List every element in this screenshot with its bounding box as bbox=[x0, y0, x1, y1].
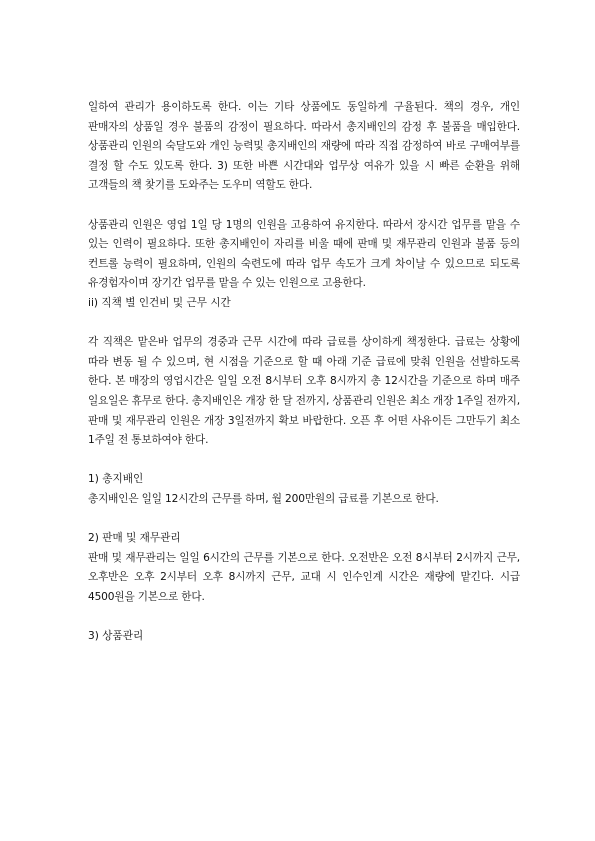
body-paragraph: 판매 및 재무관리는 일일 6시간의 근무를 기본으로 한다. 오전반은 오전 8시부터 2시까지 근무, 오후반은 오후 2시부터 오후 8시까지 근무, 교대 시 인수인계 시간은 재량에 맡긴다. 시급 4500원을 기본으로 한다. bbox=[88, 551, 520, 603]
section-heading: ii) 직책 별 인건비 및 근무 시간 bbox=[88, 296, 231, 309]
paragraph-gap bbox=[88, 451, 520, 471]
paragraph-gap bbox=[88, 314, 520, 334]
body-paragraph: 일하여 관리가 용이하도록 한다. 이는 기타 상품에도 동일하게 구율된다. 책의 경우, 개인 판매자의 상품일 경우 불품의 감정이 필요하다. 따라서 총지배인의 감정 후 불품을 매입한다. 상품관리 인원의 숙달도와 개인 능력및 총지배인의 재량에 따라 직접 감정하여 바로 구매여부를 결정 할 수도 있도록 한다. 3) 또한 바쁜 시간대와 업무상 여유가 있을 시 빠른 순환을 위해 고객들의 책 찾기를 도와주는 도우미 역할도 한다. bbox=[88, 101, 520, 192]
body-paragraph: 상품관리 인원은 영업 1일 당 1명의 인원을 고용하여 유지한다. 따라서 장시간 업무를 맡을 수 있는 인력이 필요하다. 또한 총지배인이 자리를 비울 때에 판매 및 재무관리 인원과 불품 등의 컨트롤 능력이 필요하며, 인원의 숙련도에 따라 업무 속도가 크게 차이날 수 있으므로 되도록 유경험자이며 장기간 업무를 맡을 수 있는 인원으로 고용한다. bbox=[88, 218, 520, 290]
paragraph-gap bbox=[88, 607, 520, 627]
body-paragraph: 각 직책은 맡은바 업무의 경중과 근무 시간에 따라 급료를 상이하게 책정한다. 급료는 상황에 따라 변동 될 수 있으며, 현 시점을 기준으로 할 때 아래 기준 급료에 맞춰 인원을 선발하도록 한다. 본 매장의 영업시간은 일일 오전 8시부터 오후 8시까지 총 12시간을 기준으로 하며 매주 일요일은 휴무로 한다. 총지배인은 개장 한 달 전까지, 상품관리 인원은 최소 개장 1주일 전까지, 판매 및 재무관리 인원은 개장 3일전까지 확보 바랍한다. 오픈 후 어떤 사유이든 그만두기 최소 1주일 전 통보하여야 한다. bbox=[88, 336, 520, 447]
subsection-heading: 1) 총지배인 bbox=[88, 473, 144, 486]
paragraph-gap bbox=[88, 509, 520, 529]
subsection-heading: 3) 상품관리 bbox=[88, 630, 144, 643]
subsection-heading: 2) 판매 및 재무관리 bbox=[88, 532, 181, 545]
document-page bbox=[88, 98, 520, 647]
paragraph-gap bbox=[88, 196, 520, 216]
body-paragraph: 총지배인은 일일 12시간의 근무를 하며, 월 200만원의 급료를 기본으로 한다. bbox=[88, 492, 439, 505]
